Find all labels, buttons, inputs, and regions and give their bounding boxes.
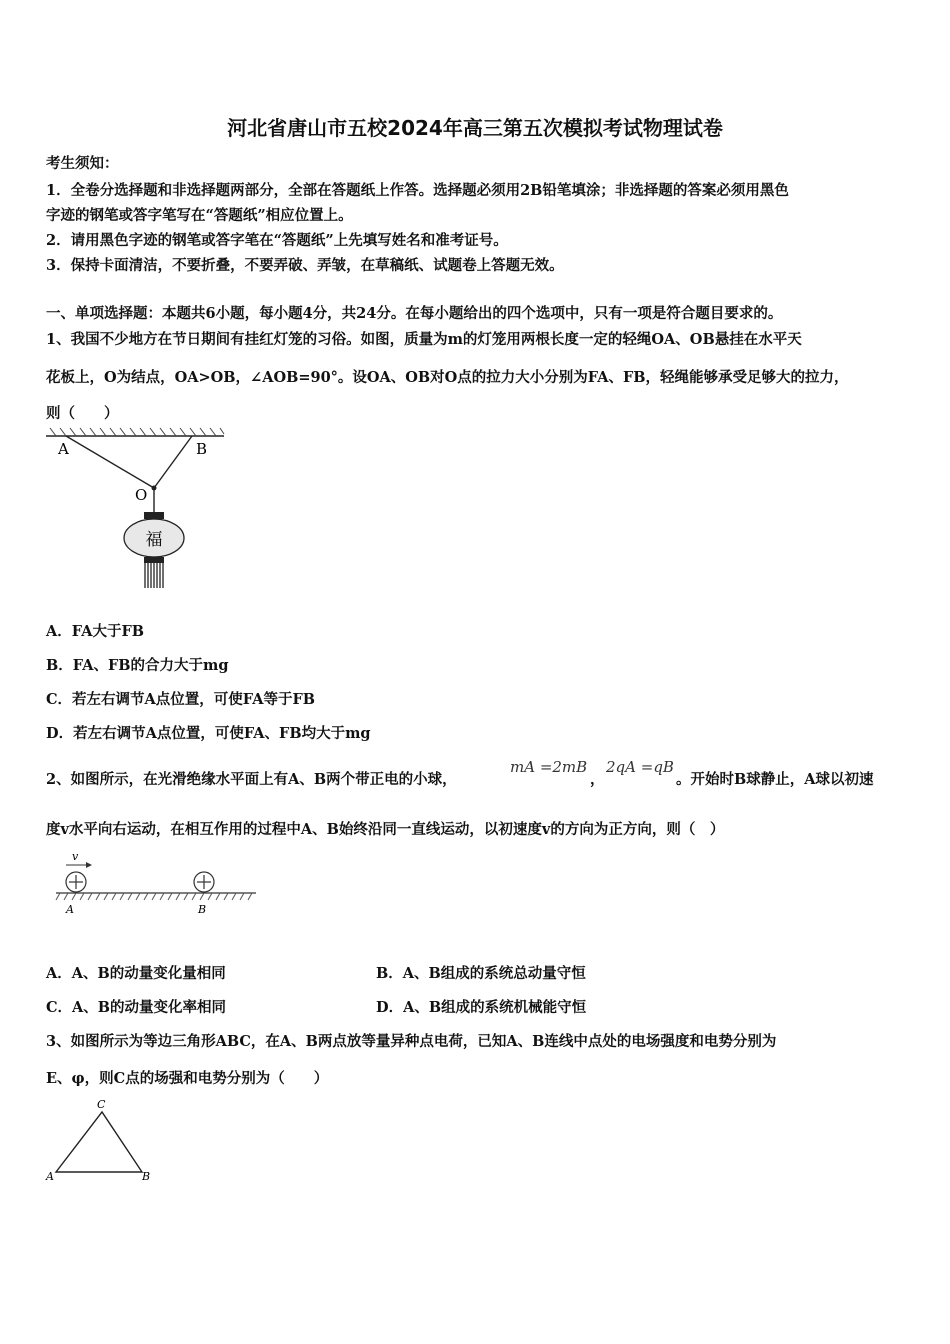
triangle-abc: [56, 1112, 142, 1172]
q2-option-d: D．A、B组成的系统机械能守恒: [376, 999, 587, 1016]
label-b: B: [196, 440, 208, 458]
label-v: v: [72, 850, 79, 863]
notice-item: 3．保持卡面清洁，不要折叠，不要弄破、弄皱，在草稿纸、试题卷上答题无效。: [46, 257, 564, 274]
ground-hatch: [56, 893, 252, 900]
question-1-text: 1、我国不少地方在节日期间有挂红灯笼的习俗。如图，质量为m的灯笼用两根长度一定的轻绳OA、OB悬挂在水平天: [46, 331, 802, 348]
rope-oa: [66, 436, 154, 488]
section-heading: 一、单项选择题：本题共6小题，每小题4分，共24分。在每小题给出的四个选项中，只有一项是符合题目要求的。: [46, 305, 783, 322]
q1-option-a: A．FA大于FB: [46, 623, 144, 640]
ceiling-hatch: [50, 428, 224, 436]
label-a: A: [66, 903, 74, 916]
q1-option-d: D．若左右调节A点位置，可使FA、FB均大于mg: [46, 725, 371, 742]
math-mass-relation: mA =2mB: [510, 758, 588, 776]
charged-balls-figure: [52, 850, 262, 920]
math-charge-relation: 2qA =qB: [606, 758, 674, 776]
question-3-text: 3、如图所示为等边三角形ABC，在A、B两点放等量异种点电荷，已知A、B连线中点处的电场强度和电势分别为: [46, 1033, 777, 1050]
lantern-figure: [44, 426, 230, 596]
knot-o: [152, 486, 157, 491]
lantern-tassel: [145, 563, 163, 588]
label-a: A: [58, 440, 69, 458]
lantern-char: 福: [145, 530, 163, 550]
label-c: C: [97, 1098, 106, 1111]
notice-item: 1．全卷分选择题和非选择题两部分，全部在答题纸上作答。选择题必须用2B铅笔填涂；非选择题的答案必须用黑色: [46, 182, 789, 199]
q1-option-c: C．若左右调节A点位置，可使FA等于FB: [46, 691, 316, 708]
label-b: B: [198, 903, 207, 916]
triangle-figure: [42, 1094, 162, 1186]
math-separator: ，: [590, 771, 605, 788]
question-3-text: E、φ，则C点的场强和电势分别为（ ）: [46, 1070, 329, 1087]
lantern-bottom: [144, 557, 164, 563]
label-a: A: [46, 1170, 54, 1183]
lantern-cap: [144, 512, 164, 519]
question-1-text: 花板上，O为结点，OA>OB，∠AOB=90°。设OA、OB对O点的拉力大小分别为FA、FB，轻绳能够承受足够大的拉力，: [46, 369, 849, 386]
notice-item: 2．请用黑色字迹的钢笔或答字笔在“答题纸”上先填写姓名和准考证号。: [46, 232, 508, 249]
q2-option-b: B．A、B组成的系统总动量守恒: [376, 965, 586, 982]
q2-option-c: C．A、B的动量变化率相同: [46, 999, 227, 1016]
label-b: B: [142, 1170, 151, 1183]
notice-heading: 考生须知：: [46, 155, 119, 172]
q2-option-a: A．A、B的动量变化量相同: [46, 965, 226, 982]
rope-ob: [154, 436, 192, 488]
page-title: 河北省唐山市五校2024年高三第五次模拟考试物理试卷: [227, 116, 723, 140]
velocity-arrowhead: [86, 862, 92, 868]
question-2-text: 度v水平向右运动，在相互作用的过程中A、B始终沿同一直线运动，以初速度v的方向为正方向，则（ ）: [46, 821, 725, 838]
q1-option-b: B．FA、FB的合力大于mg: [46, 657, 229, 674]
question-2-text: 2、如图所示，在光滑绝缘水平面上有A、B两个带正电的小球，: [46, 771, 457, 788]
question-2-text: 。开始时B球静止，A球以初速: [676, 771, 874, 788]
question-1-text: 则（ ）: [46, 405, 119, 422]
label-o: O: [135, 486, 148, 504]
notice-item: 字迹的钢笔或答字笔写在“答题纸”相应位置上。: [46, 207, 353, 224]
